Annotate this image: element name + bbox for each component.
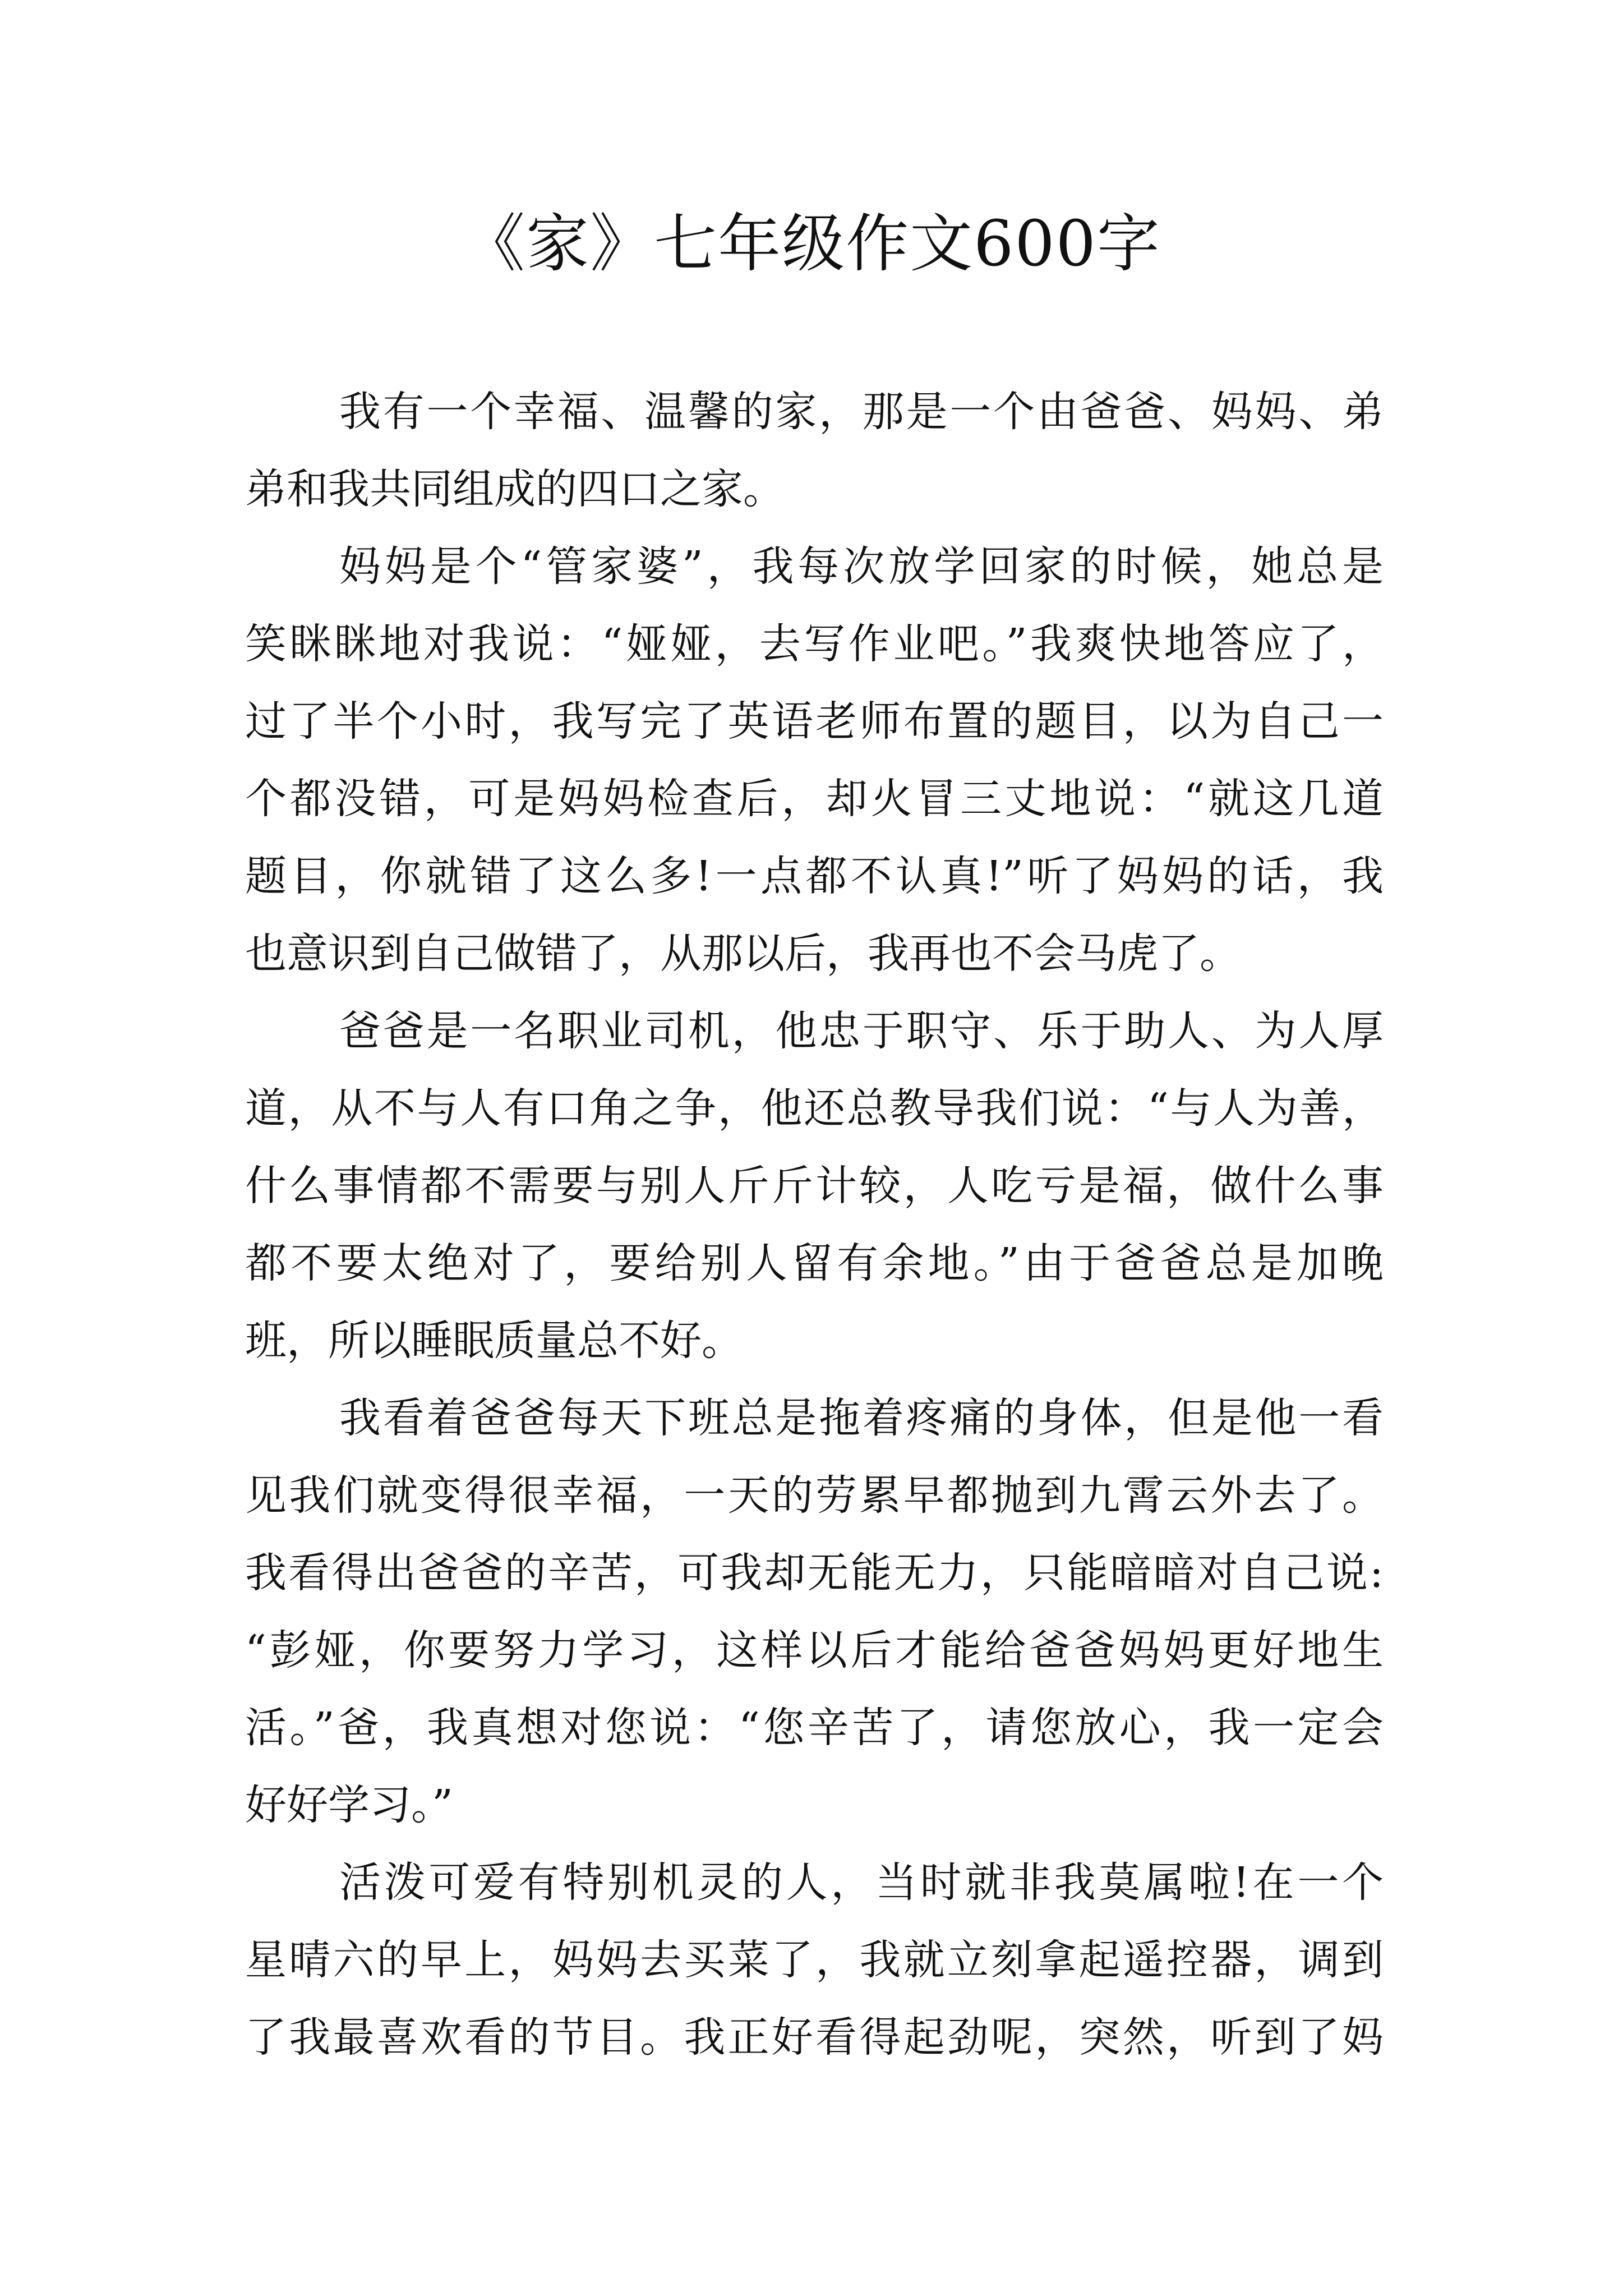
paragraph	[245, 1844, 1384, 2076]
text-line: “彭娅，你要努力学习，这样以后才能给爸爸妈妈更好地生	[245, 1626, 1384, 1674]
text-line: 班，所以睡眠质量总不好。	[245, 1317, 743, 1365]
text-line: 爸爸是一名职业司机，他忠于职守、乐于助人、为人厚	[339, 1007, 1384, 1055]
text-line: 活泼可爱有特别机灵的人，当时就非我莫属啦!在一个	[339, 1858, 1384, 1907]
text-line: 个都没错，可是妈妈检查后，却火冒三丈地说：“就这几道	[245, 775, 1384, 823]
text-line: 弟和我共同组成的四口之家。	[245, 465, 785, 513]
text-line: 我看着爸爸每天下班总是拖着疼痛的身体，但是他一看	[339, 1394, 1384, 1442]
text-line: 星晴六的早上，妈妈去买菜了，我就立刻拿起遥控器，调到	[245, 1936, 1384, 1984]
text-line: 都不要太绝对了，要给别人留有余地。”由于爸爸总是加晚	[245, 1239, 1384, 1287]
text-line: 也意识到自己做错了，从那以后，我再也不会马虎了。	[245, 930, 1241, 978]
text-line: 活。”爸，我真想对您说：“您辛苦了，请您放心，我一定会	[245, 1704, 1384, 1752]
text-line: 过了半个小时，我写完了英语老师布置的题目，以为自己一	[245, 697, 1384, 746]
text-line: 我看得出爸爸的辛苦，可我却无能无力，只能暗暗对自己说:	[245, 1549, 1384, 1597]
text-line: 了我最喜欢看的节目。我正好看得起劲呢，突然，听到了妈	[245, 2013, 1384, 2062]
paragraph	[245, 528, 1384, 992]
text-line: 妈妈是个“管家婆”，我每次放学回家的时候，她总是	[339, 542, 1384, 591]
essay-body	[245, 373, 1384, 2076]
text-line: 道，从不与人有口角之争，他还总教导我们说：“与人为善，	[245, 1084, 1384, 1133]
text-line: 笑眯眯地对我说：“娅娅，去写作业吧。”我爽快地答应了，	[245, 620, 1384, 668]
paragraph	[245, 373, 1384, 528]
text-line: 见我们就变得很幸福，一天的劳累早都抛到九霄云外去了。	[245, 1471, 1384, 1520]
text-line: 好好学习。”	[245, 1781, 453, 1829]
text-line: 题目，你就错了这么多!一点都不认真!”听了妈妈的话，我	[245, 852, 1384, 900]
paragraph	[245, 992, 1384, 1379]
text-line: 我有一个幸福、温馨的家，那是一个由爸爸、妈妈、弟	[339, 388, 1384, 436]
paragraph	[245, 1379, 1384, 1844]
text-line: 什么事情都不需要与别人斤斤计较，人吃亏是福，做什么事	[245, 1162, 1384, 1210]
page-title: 《家》七年级作文600字	[462, 208, 1161, 280]
